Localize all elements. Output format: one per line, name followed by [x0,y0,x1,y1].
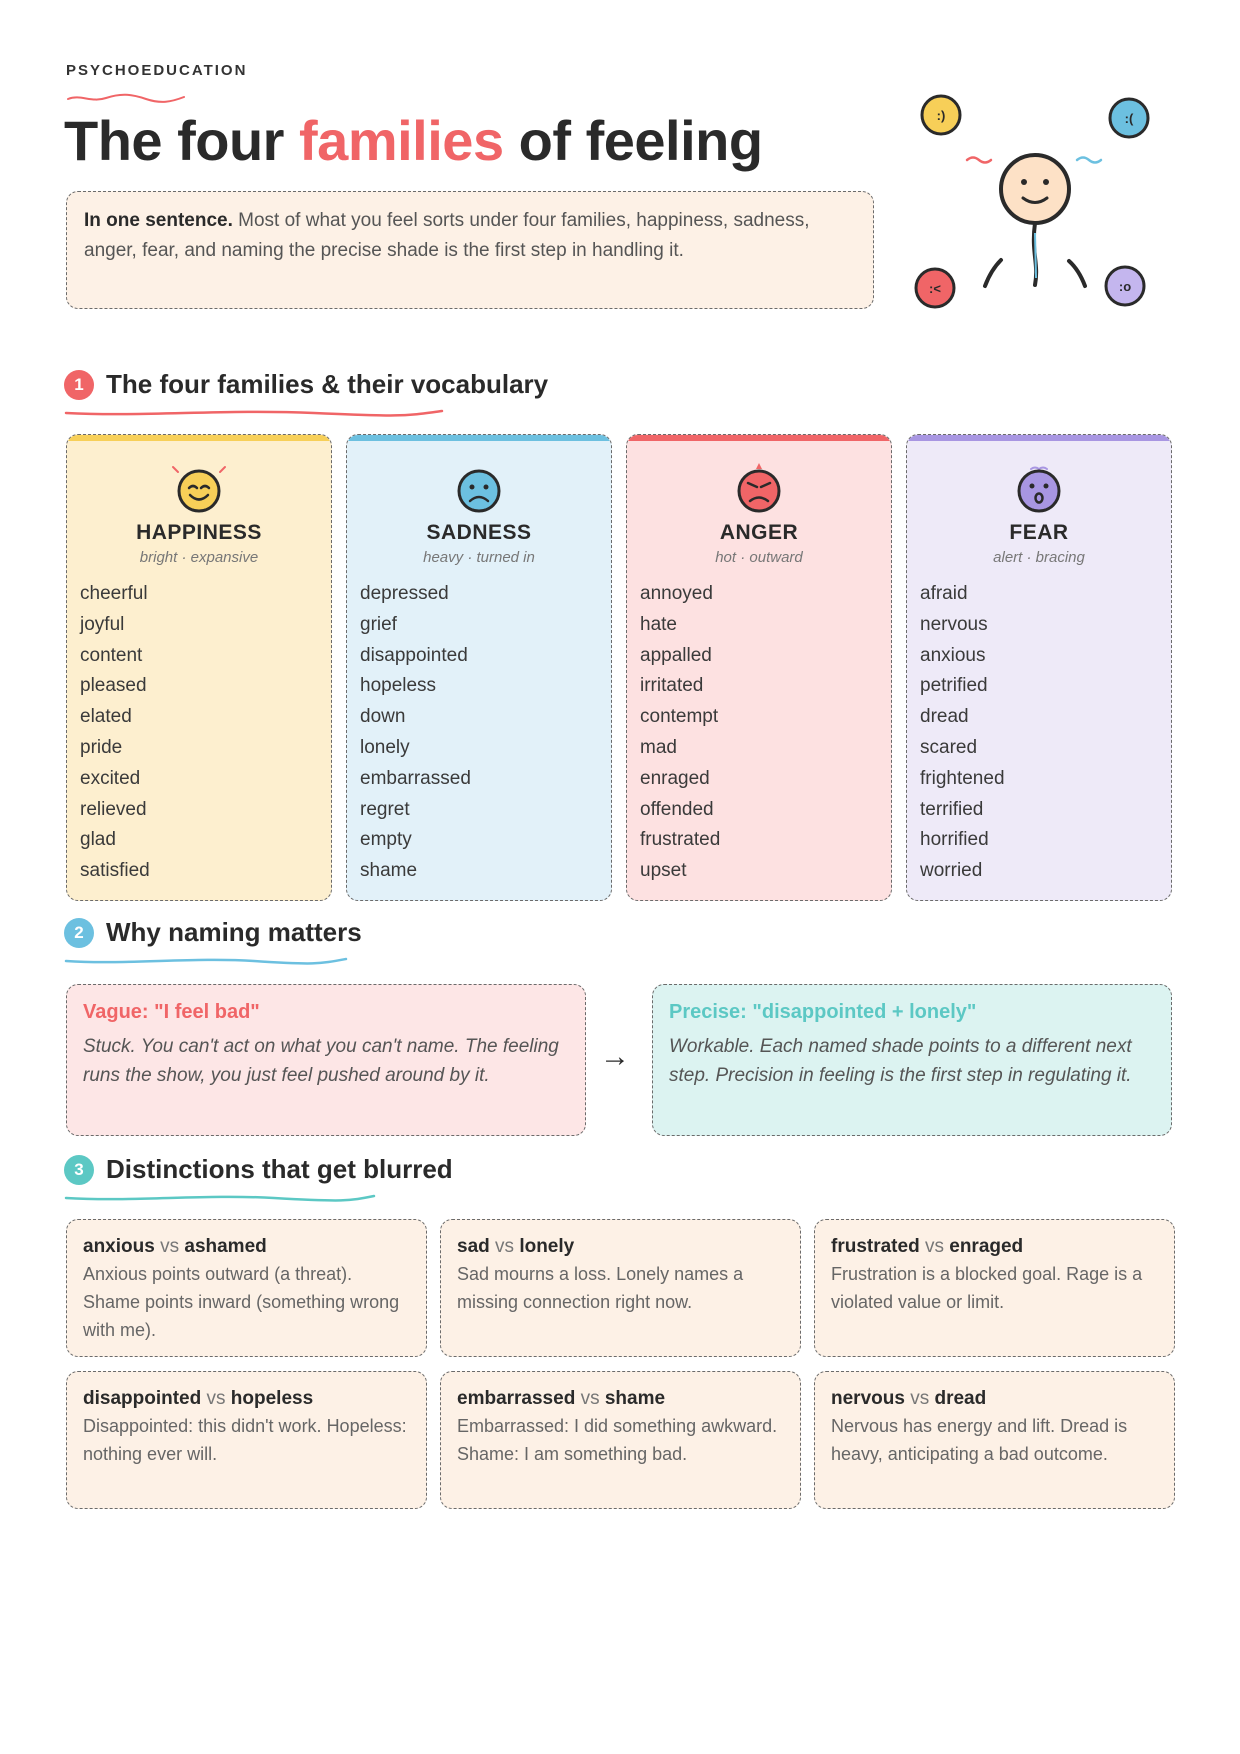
family-word-list [80,579,150,887]
feeling-word: contempt [640,706,719,728]
family-card-accent-bar [67,435,331,441]
distinction-term-a: sad [457,1236,490,1257]
feeling-word: regret [360,798,410,820]
feeling-word: nervous [920,613,988,635]
feeling-word: terrified [920,798,984,820]
vague-example-body: Stuck. You can't act on what you can't name. The feeling runs the show, you just feel pushed around by it. [83,1036,559,1086]
family-card-accent-bar [347,435,611,441]
distinction-vs: vs [904,1388,935,1409]
title-post: of feeling [503,109,763,172]
hero-figure [905,88,1165,318]
feeling-word: worried [920,860,983,882]
distinction-body: Anxious points outward (a threat). Shame points inward (something wrong with me). [83,1264,400,1340]
section-2-title: Why naming matters [106,917,362,947]
distinction-body: Embarrassed: I did something awkward. Shame: I am something bad. [457,1416,778,1464]
distinction-vs: vs [489,1236,520,1257]
feeling-word: satisfied [80,860,150,882]
feeling-word: glad [80,829,116,851]
feeling-word: hate [640,613,677,635]
feeling-word: offended [640,798,714,820]
angry-face-icon [729,461,789,515]
feeling-word: horrified [920,829,989,851]
family-name: FEAR [1009,521,1069,544]
distinction-term-a: disappointed [83,1388,202,1409]
distinction-heading [457,1234,784,1260]
family-subtitle: hot · outward [715,549,803,566]
section-1-title: The four families & their vocabulary [106,369,549,399]
distinction-heading [831,1386,1158,1412]
distinction-card [66,1371,427,1509]
family-subtitle: heavy · turned in [423,549,535,566]
summary-box [66,191,874,309]
feeling-word: relieved [80,798,147,820]
precise-example-body: Workable. Each named shade points to a different next step. Precision in feeling is the first step in regulating it. [669,1036,1132,1086]
feeling-word: hopeless [360,675,437,697]
feeling-word: dread [920,706,969,728]
mini-face-sad [1110,99,1148,137]
section-2-heading [64,917,362,948]
summary-lead: In one sentence. [84,210,233,231]
distinction-card [440,1371,801,1509]
distinction-term-b: shame [604,1388,666,1409]
family-subtitle: alert · bracing [993,549,1085,566]
distinction-term-b: ashamed [184,1236,267,1257]
eyebrow-squiggle [66,92,186,104]
feeling-word: disappointed [360,644,468,666]
section-2-number: 2 [64,918,94,948]
distinction-card [814,1371,1175,1509]
page-title [64,108,763,173]
eyebrow-label: PSYCHOEDUCATION [66,62,248,79]
right-arrow-icon: → [600,1040,630,1073]
distinction-heading [831,1234,1158,1260]
feeling-word: down [360,706,406,728]
distinction-heading [83,1386,410,1412]
distinction-body: Nervous has energy and lift. Dread is heavy, anticipating a bad outcome. [831,1416,1128,1464]
family-name: HAPPINESS [136,521,262,544]
section-1-underline [64,408,444,418]
mini-face-angry-label: :< [929,281,941,296]
distinction-vs: vs [201,1388,231,1409]
family-card-happiness [66,434,332,901]
distinction-term-a: nervous [831,1388,905,1409]
feeling-word: elated [80,706,132,728]
distinction-card [66,1219,427,1357]
mini-face-happy [922,96,960,134]
family-card-anger [626,434,892,901]
distinction-term-b: lonely [519,1236,575,1257]
distinction-card [440,1219,801,1357]
distinction-body: Sad mourns a loss. Lonely names a missing connection right now. [457,1264,744,1312]
mini-face-angry [916,269,954,307]
distinction-heading [457,1386,784,1412]
feeling-word: upset [640,860,687,882]
distinction-heading [83,1234,410,1260]
distinction-vs: vs [575,1388,605,1409]
family-word-list [360,579,471,887]
family-card-sadness [346,434,612,901]
distinction-term-a: anxious [83,1236,155,1257]
precise-example-card [652,984,1172,1136]
section-3-number: 3 [64,1155,94,1185]
family-card-accent-bar [907,435,1171,441]
feeling-word: excited [80,767,141,789]
feeling-word: anxious [920,644,986,666]
distinction-body: Disappointed: this didn't work. Hopeless: nothing ever will. [83,1416,407,1464]
family-name: SADNESS [426,521,532,544]
section-1-number: 1 [64,370,94,400]
distinction-card [814,1219,1175,1357]
feeling-word: cheerful [80,583,148,604]
distinction-term-b: dread [934,1388,987,1409]
sad-face-icon [449,461,509,515]
summary-text: Most of what you feel sorts under four families, happiness, sadness, anger, fear, and naming the precise shade is the first step in handling it. [84,210,810,261]
family-word-list [640,579,720,887]
feeling-word: empty [360,829,412,851]
feeling-word: afraid [920,583,968,604]
feeling-word: pride [80,736,123,758]
family-word-list [920,579,1005,887]
family-subtitle: bright · expansive [139,549,259,566]
distinction-term-b: enraged [949,1236,1024,1257]
feeling-word: appalled [640,644,712,666]
feeling-word: depressed [360,583,449,604]
family-name: ANGER [719,521,799,544]
feeling-word: frustrated [640,829,721,851]
mini-face-sad-label: :( [1124,111,1134,126]
vague-example-title: Vague: "I feel bad" [83,1001,260,1023]
feeling-word: shame [360,860,418,882]
feeling-word: enraged [640,767,710,789]
section-3-underline [64,1193,376,1203]
feeling-word: grief [360,613,397,635]
section-1-heading [64,369,548,400]
feeling-word: scared [920,736,978,758]
title-pre: The four [64,109,300,172]
feeling-word: embarrassed [360,767,471,789]
feeling-word: annoyed [640,583,713,604]
precise-example-title: Precise: "disappointed + lonely" [669,1001,977,1023]
mini-face-scared [1106,267,1144,305]
family-card-fear [906,434,1172,901]
distinction-body: Frustration is a blocked goal. Rage is a violated value or limit. [831,1264,1143,1312]
title-accent: families [299,109,504,172]
mini-face-scared-label: :o [1118,279,1132,294]
family-card-accent-bar [627,435,891,441]
section-3-title: Distinctions that get blurred [106,1154,453,1184]
scared-face-icon [1009,461,1069,515]
feeling-word: joyful [80,613,125,635]
distinction-term-a: embarrassed [457,1388,576,1409]
feeling-word: petrified [920,675,988,697]
section-2-underline [64,956,348,966]
feeling-word: pleased [80,675,147,697]
distinction-vs: vs [154,1236,185,1257]
feeling-word: content [80,644,143,666]
feeling-word: frightened [920,767,1005,789]
distinction-vs: vs [919,1236,950,1257]
happy-face-icon [169,461,229,515]
feeling-word: mad [640,736,677,758]
mini-face-happy-label: :) [936,108,946,123]
distinction-term-a: frustrated [831,1236,920,1257]
distinction-term-b: hopeless [230,1388,314,1409]
feeling-word: irritated [640,675,704,697]
section-3-heading [64,1154,453,1185]
vague-example-card [66,984,586,1136]
feeling-word: lonely [360,736,410,758]
